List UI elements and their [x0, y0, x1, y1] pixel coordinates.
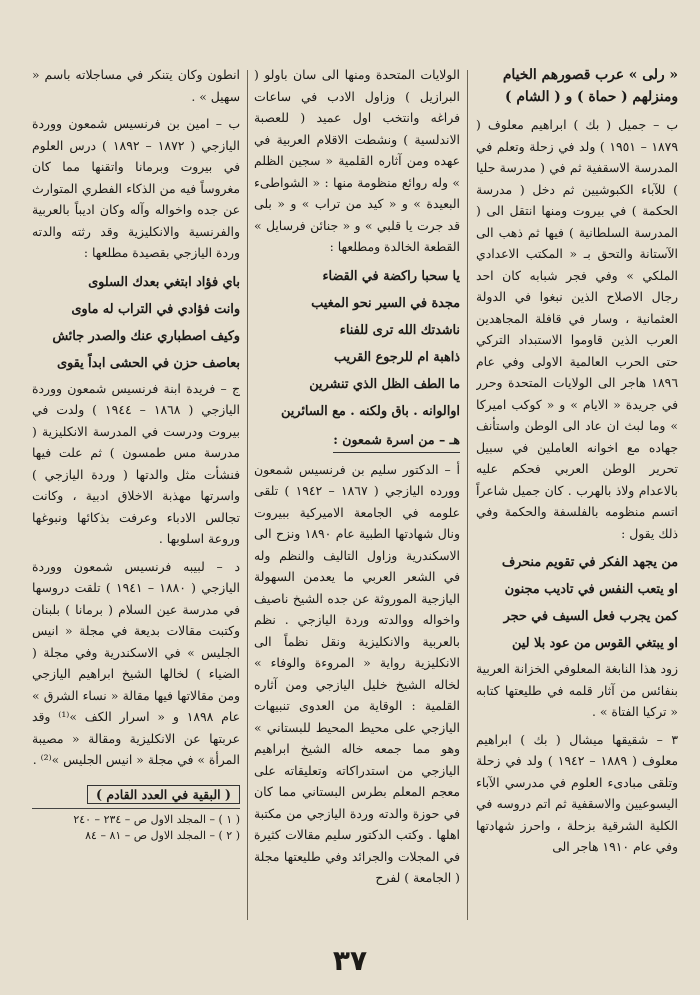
footnote: ( ١ ) – المجلد الاول ص – ٢٣٤ – ٢٤٠ [32, 808, 240, 828]
paragraph-michel-maalouf: ٣ – شقيقها ميشال ( بك ) ابراهيم معلوف ( ١٨٨٩ – ١٩٤٢ ) ولد في زحلة وتلقى مبادىء العلوم في مدرسي الآباء اليسوعيين والاسقفية ثم اتم دروسه في الكلية الشرقية بزحلة ، واحرز شهادتها وفي عام ١٩١٠ هاجر الى [476, 731, 678, 854]
verse-line: وانت فؤادي في التراب له ماوى [71, 301, 240, 317]
subsection-heading: هـ – من اسرة شمعون : [333, 430, 460, 453]
verse-line: بعاصف حزن في الحشى ابداً يقوى [56, 355, 240, 371]
paragraph-turkey-book: زود هذا النابغة المعلوفي الخزانة العربية بنفائس من آثار قلمه في طليعتها كتابه « تركيا الفتاة » . [476, 661, 678, 719]
page-number: ٣٧ [332, 944, 368, 977]
paragraph-amin-shamoun: ب – امين بن فرنسيس شمعون ووردة اليازجي ( ١٨٧٢ – ١٨٩٢ ) درس العلوم في بيروت وبرمانا واتقنها مما كان مغروساً فيه من الذكاء الفطري المتوارث عن جده واخواله وآله وكان اديباً بالعربية والفرنسية والانكليزية وقد رثته والدته وردة اليازجي بقصيدة مطلعها : [32, 116, 240, 260]
paragraph-salim-continued: انطون وكان يتنكر في مساجلاته باسم « سهيل » . [32, 67, 240, 104]
verse-line: اوالوانه . باق ولكنه . مع السائرين [280, 403, 460, 419]
paragraph-farida-shamoun: ج – فريدة ابنة فرنسيس شمعون ووردة اليازجي ( ١٨٦٨ – ١٩٤٤ ) ولدت في بيروت ودرست في المدرسة الانكليزية ( مدرسة مس طمسون ) ثم علت فيها فنشأت مثل والدتها ( وردة اليازجي ) واسرتها مهذبة الاخلاق ادبية ، وكانت تجالس الادباء وعرفت بذكائها ونبوغها وروعة اسلوبها . [32, 380, 240, 546]
column-divider [247, 70, 248, 920]
section-heading: « رلى » عرب قصورهم الخيام ومنزلهم ( حماة ) و ( الشام ) [502, 67, 678, 105]
paragraph-michel-continued: الولايات المتحدة ومنها الى سان باولو ( البرازيل ) وزاول الادب في ساعات فراغه وانتخب اول عميد ( للعصبة الاندلسية ) ونشطت الاقلام العربية في عهده ومن آثاره القلمية « سجين الظلم » وله روائع منظومة منها : « الشواطىء البعيدة » و « كيد من تراب » و « بلى قد جرت يا قلبي » و « جنائن فرسايل » القطعة الخالدة ومطلعها : [254, 67, 460, 254]
column-divider [467, 70, 468, 920]
verse-line: ذاهبة ام للرجوع القريب [333, 349, 460, 365]
verse-line: ما الطف الظل الذي تنشرين [309, 376, 460, 392]
paragraph-jamil-maalouf: ب – جميل ( بك ) ابراهيم معلوف ( ١٨٧٩ – ١٩٥١ ) ولد في زحلة وتعلم في المدرسة الاسقفية ثم في ( مدرسة حليا ) للآباء الكبوشيين ثم دخل ( مدرسة الحكمة ) في بيروت ومنها انتقل الى ( المدرسة السلطانية ) فيها ثم ذهب الى الآستانة والتحق بـ « المكتب الاعدادي الملكي » وفي فجر شبابه كان احد رجال الاصلاح الذين نبغوا في الدولة العثمانية ، وسار في قافلة المجاهدين العرب الذين قاوموا الاستبداد التركي حتى الحرب العالمية الاولى وفي عام ١٨٩٦ هاجر الى الولايات المتحدة وحرر في جريدة « الايام » و « كوكب اميركا » وما لبث ان عاد الى الوطن واستأنف جهاده مع اخوانه العاملين في سبيل تحرير الوطن العربي فحكم عليه بالاعدام ولاذ بالهرب . كان جميل شاعراً اتسم منظومه بالفلسفة والحكمة وفي ذلك يقول : [476, 117, 678, 541]
verse-line: يا سحبا راكضة في القضاء [322, 268, 460, 284]
verse-line: او يبتغي القوس من عود بلا لين [512, 636, 678, 651]
verse-line: كمن يجرب فعل السيف في حجر [503, 609, 678, 624]
verse-line: ناشدتك الله ترى للفناء [339, 322, 460, 338]
paragraph-labiba-shamoun: د – لبيبه فرنسيس شمعون ووردة اليازجي ( ١٨٨٠ – ١٩٤١ ) تلقت دروسها في مدرسة عين السلام ( برمانا ) بلبنان وكتبت مقالات بديعة في مجلة « انيس الجليس » في الاسكندرية وفي مجلة ( الضياء ) لخالها الشيخ ابراهيم اليازجي ومن مقالاتها فيها مقالة « نساء الشرق » عام ١٨٩٨ و « اسرار الكف »⁽¹⁾ وقد عربتها عن الانكليزية ومقالة « مصيبة المرأة » في مجلة « انيس الجليس »⁽²⁾ . [32, 558, 240, 767]
verse-line: باي فؤاد ابتغي بعدك السلوى [88, 274, 240, 290]
right-column [476, 64, 678, 932]
verse-line: وكيف اصطباري عنك والصدر جائش [52, 328, 240, 344]
verse-line: من يجهد الفكر في تقويم منحرف [501, 555, 678, 570]
verse-line: مجدة في السير نحو المغيب [311, 295, 460, 311]
left-column [32, 64, 240, 932]
footnote: ( ٢ ) – المجلد الاول ص – ٨١ – ٨٤ [85, 828, 240, 842]
middle-column [254, 64, 460, 932]
paragraph-salim-shamoun: أ – الدكتور سليم بن فرنسيس شمعون وورده اليازجي ( ١٨٦٧ – ١٩٤٢ ) تلقى علومه في الجامعة الاميركية ببيروت ونال شهادتها الطبية عام ١٨٩٠ ونزح الى الاسكندرية وزاول التاليف والنظم وله في الشعر العربي ما يعدمن السهولة اليازجية الموروثة عن جده الشيخ ناصيف واخواله ووالدته وردة اليازجي . نظم بالعربية والانكليزية ونقل نظماً الى الانكليزية رواية « المروءة والوفاء » لخاله الشيخ خليل اليازجي ومن آثاره القلمية : الوقاية من العدوى تنبيهات اليازجي على محيط المحيط للبستاني » وهو مما جمعه خاله الشيخ ابراهيم اليازجي من استدراكاته وتعليقاته على معجم المعلم بطرس البستاني مما كان في حوزة والدته وردة اليازجي من مكتبة اهلها . وكتب الدكتور سليم مقالات كثيرة في المجلات والجرائد وفي طليعتها مجلة ( الجامعة ) لفرح [254, 461, 460, 885]
verse-line: او يتعب النفس في تاديب مجنون [504, 582, 678, 597]
continued-note: ( البقية في العدد القادم ) [87, 785, 240, 804]
